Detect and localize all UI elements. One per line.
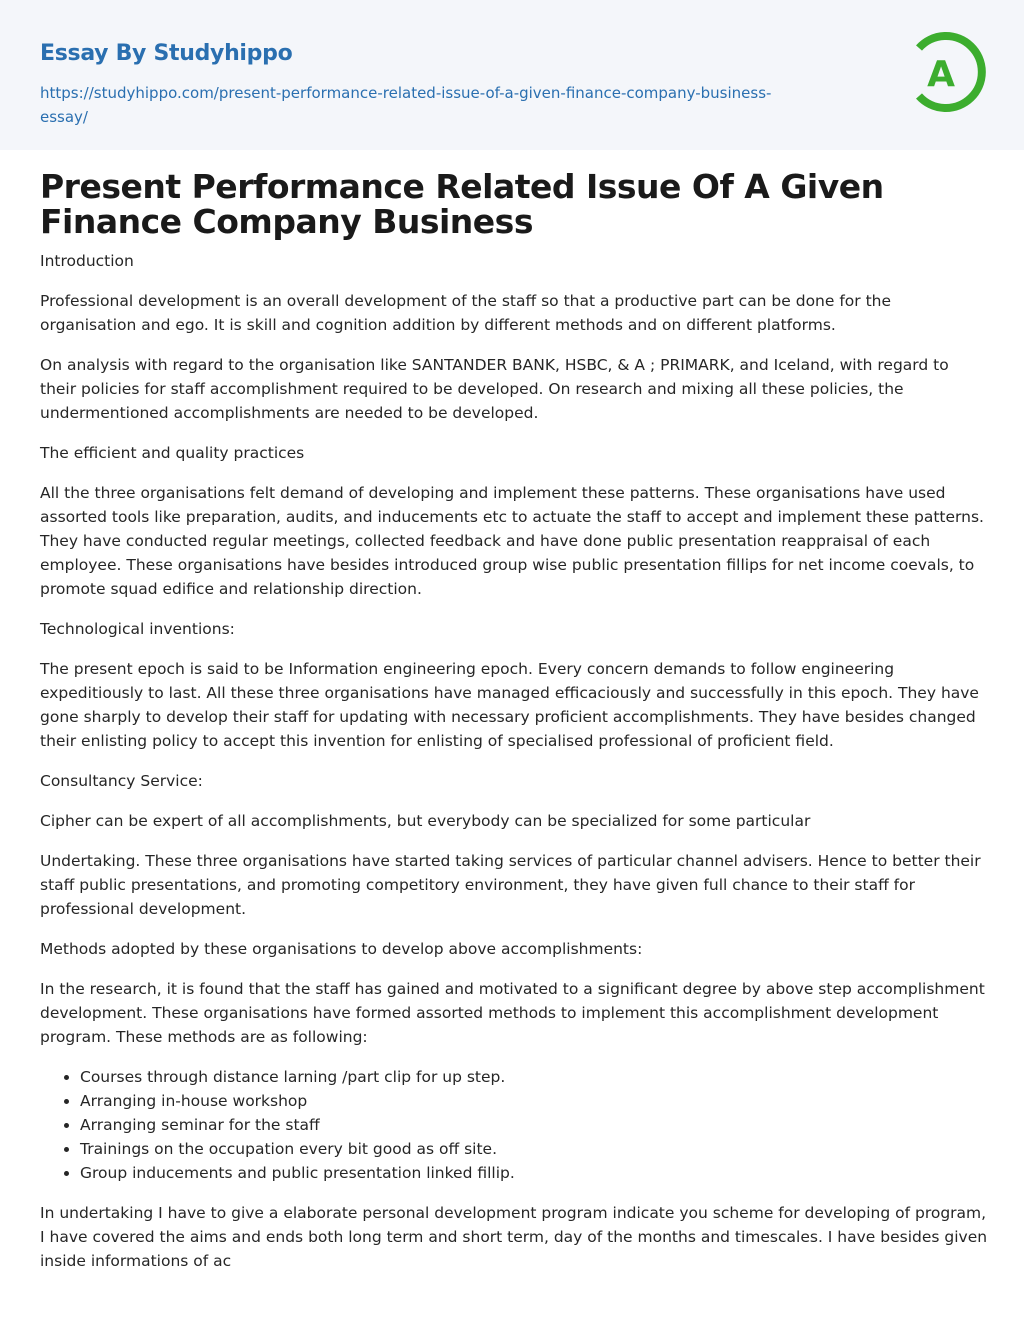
essay-body <box>40 249 988 1289</box>
list-item: • Trainings on the occupation every bit good as off site. <box>80 1137 988 1161</box>
list-item: • Courses through distance larning /part clip for up step. <box>80 1065 988 1089</box>
paragraph: On analysis with regard to the organisation like SANTANDER BANK, HSBC, & A ; PRIMARK, and Iceland, with regard to their policies for staff accomplishment required to be developed. On research and mixing all these policies, the undermentioned accomplishments are needed to be developed. <box>40 356 949 422</box>
studyhippo-logo-icon[interactable] <box>910 28 988 116</box>
paragraph: Cipher can be expert of all accomplishments, but everybody can be specialized for some particular <box>40 812 811 830</box>
site-header <box>0 0 1024 150</box>
paragraph: In undertaking I have to give a elaborate personal development program indicate you scheme for developing of program, I have covered the aims and ends both long term and short term, day of the months and timescales. I have besides given inside informations of ac <box>40 1204 988 1270</box>
paragraph: In the research, it is found that the staff has gained and motivated to a significant degree by above step accomplishment development. These organisations have formed assorted methods to implement this accomplishment development program. These methods are as following: <box>40 980 985 1046</box>
brand-title[interactable]: Essay By Studyhippo <box>40 41 293 66</box>
page-title: Present Performance Related Issue Of A Given Finance Company Business <box>40 167 884 241</box>
section-heading-practices: The efficient and quality practices <box>40 444 305 462</box>
svg-text:A: A <box>927 54 955 95</box>
list-item: • Arranging in-house workshop <box>80 1089 988 1113</box>
methods-list <box>40 1065 988 1185</box>
section-heading-methods: Methods adopted by these organisations to develop above accomplishments: <box>40 940 643 958</box>
paragraph: Undertaking. These three organisations have started taking services of particular channel advisers. Hence to better their staff public presentations, and promoting competitory environment, they have given full chance to their staff for professional development. <box>40 852 981 918</box>
section-heading-technology: Technological inventions: <box>40 620 235 638</box>
paragraph: Professional development is an overall development of the staff so that a productive part can be done for the organisation and ego. It is skill and cognition addition by different methods and on different platforms. <box>40 292 892 334</box>
section-heading-introduction: Introduction <box>40 252 134 270</box>
essay-url-link[interactable]: https://studyhippo.com/present-performance-related-issue-of-a-given-finance-company-business-essay/ <box>40 84 772 126</box>
list-item: • Arranging seminar for the staff <box>80 1113 988 1137</box>
section-heading-consultancy: Consultancy Service: <box>40 772 203 790</box>
list-item: • Group inducements and public presentation linked fillip. <box>80 1161 988 1185</box>
paragraph: The present epoch is said to be Information engineering epoch. Every concern demands to follow engineering expeditiously to last. All these three organisations have managed efficaciously and successfully in this epoch. They have gone sharply to develop their staff for updating with necessary proficient accomplishments. They have besides changed their enlisting policy to accept this invention for enlisting of specialised professional of proficient field. <box>40 660 979 750</box>
paragraph: All the three organisations felt demand of developing and implement these patterns. These organisations have used assorted tools like preparation, audits, and inducements etc to actuate the staff to accept and implement these patterns. They have conducted regular meetings, collected feedback and have done public presentation reappraisal of each employee. These organisations have besides introduced group wise public presentation fillips for net income coevals, to promote squad edifice and relationship direction. <box>40 484 984 598</box>
